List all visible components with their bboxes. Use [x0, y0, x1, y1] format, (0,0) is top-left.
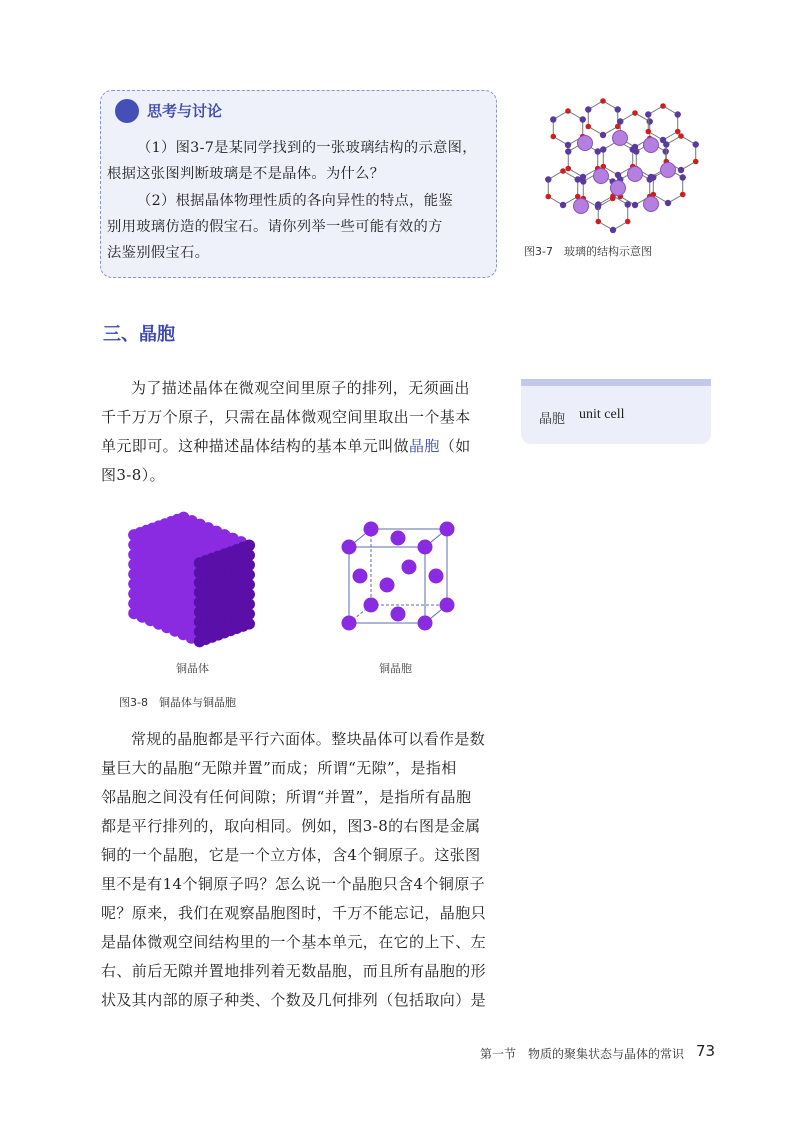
- silicon-atom: [595, 148, 601, 154]
- think-bullet-icon: [115, 99, 139, 123]
- copper-atom: [353, 569, 368, 584]
- silicon-atom: [663, 148, 669, 154]
- copper-unit-cell-drawing: [342, 522, 455, 631]
- section-title: 三、晶胞: [103, 324, 175, 345]
- oxygen-atom: [565, 108, 571, 114]
- copper-unit-cell-label: 铜晶胞: [379, 662, 412, 675]
- silicon-atom: [650, 174, 656, 180]
- silicon-atom: [575, 176, 581, 182]
- silicon-atom: [565, 148, 571, 154]
- silicon-atom: [580, 178, 586, 184]
- term-highlight: 晶胞: [409, 437, 440, 455]
- interstitial-ion: [594, 169, 609, 184]
- copper-atom: [391, 531, 406, 546]
- oxygen-atom: [675, 129, 681, 135]
- oxygen-atom: [632, 110, 638, 116]
- copper-crystal-figure: [112, 505, 287, 655]
- paragraph-unit-cell-detail: 常规的晶胞都是平行六面体。整块晶体可以看作是数 量巨大的晶胞“无隙并置”而成；所谓“无隙”，是指相 邻晶胞之间没有任何间隙；所谓“并置”，是指所有晶胞 都是平行排列的，取向相同。例如，图3-8的右图是金属 铜的一个晶胞，它是一个立方体，含4个铜原子。这张图 里不是有14个铜原子吗？怎么说一个晶胞只含4个铜原子 呢？原来，我们在观察晶胞图时，千万不能忘记，晶胞只 是晶体微观空间结构里的一个基本单元，在它的上下、左 右、前后无隙并置地排列着无数晶胞，而且所有晶胞的形 状及其内部的原子种类、个数及几何排列（包括取向）是: [101, 730, 487, 1009]
- silicon-atom: [560, 202, 566, 208]
- copper-atom: [418, 616, 433, 631]
- silicon-atom: [663, 141, 669, 147]
- term-chinese: 晶胞: [539, 412, 566, 427]
- copper-atom: [342, 540, 357, 555]
- silicon-atom: [617, 118, 623, 124]
- copper-atom: [364, 522, 379, 537]
- silicon-atom: [632, 202, 638, 208]
- silicon-atom: [600, 132, 606, 138]
- term-english: unit cell: [579, 407, 625, 422]
- interstitial-ion: [661, 163, 676, 178]
- paragraph-unit-cell-intro: 为了描述晶体在微观空间里原子的排列，无须画出 千千万万个原子，只需在晶体微观空间里取出一个基本 单元即可。这种描述晶体结构的基本单元叫做晶胞（如 图3-8）。: [101, 379, 471, 484]
- silicon-atom: [615, 106, 621, 112]
- glass-structure-drawing: [545, 98, 699, 233]
- silicon-atom: [595, 201, 601, 207]
- silicon-atom: [647, 118, 653, 124]
- chapter-footer: 第一节 物质的聚集状态与晶体的常识: [480, 1047, 685, 1061]
- silicon-atom: [600, 146, 606, 152]
- oxygen-atom: [678, 133, 684, 139]
- silicon-atom: [545, 176, 551, 182]
- think-discuss-box: [100, 90, 497, 278]
- think-question-2: （2）根据晶体物理性质的各向异性的特点，能鉴 别用玻璃仿造的假宝石。请你列举一些可能有效的方 法鉴别假宝石。: [107, 193, 453, 261]
- silicon-atom: [550, 116, 556, 122]
- copper-atom: [342, 616, 357, 631]
- copper-atom: [391, 607, 406, 622]
- silicon-atom: [693, 141, 699, 147]
- copper-atom: [429, 569, 444, 584]
- silicon-atom: [610, 227, 616, 233]
- copper-atom: [402, 560, 417, 575]
- glass-structure-figure: [523, 88, 713, 233]
- interstitial-ion: [611, 181, 626, 196]
- oxygen-atom: [660, 103, 666, 109]
- oxygen-atom: [550, 134, 556, 140]
- oxygen-atom: [600, 98, 606, 104]
- copper-crystal-label: 铜晶体: [176, 662, 209, 675]
- silicon-atom: [625, 201, 631, 207]
- copper-atom: [440, 522, 455, 537]
- oxygen-atom: [625, 219, 631, 225]
- silicon-atom: [645, 111, 651, 117]
- oxygen-atom: [545, 194, 551, 200]
- silicon-atom: [585, 106, 591, 112]
- page-number: 73: [696, 1042, 716, 1060]
- think-title: 思考与讨论: [147, 102, 223, 120]
- silicon-atom: [565, 142, 571, 148]
- silicon-atom: [633, 148, 639, 154]
- oxygen-atom: [680, 192, 686, 198]
- copper-crystal-drawing: [128, 512, 255, 648]
- term-sidebar: [521, 379, 711, 444]
- oxygen-atom: [645, 129, 651, 135]
- figure-3-8-caption: 图3-8 铜晶体与铜晶胞: [119, 696, 236, 709]
- copper-atom: [364, 598, 379, 613]
- interstitial-ion: [644, 197, 659, 212]
- interstitial-ion: [578, 136, 593, 151]
- oxygen-atom: [565, 166, 571, 172]
- copper-atom: [418, 540, 433, 555]
- copper-atom: [440, 598, 455, 613]
- interstitial-ion: [574, 199, 589, 214]
- silicon-atom: [580, 116, 586, 122]
- interstitial-ion: [613, 131, 628, 146]
- oxygen-atom: [693, 159, 699, 165]
- figure-3-7-caption: 图3-7 玻璃的结构示意图: [524, 245, 652, 258]
- silicon-atom: [678, 167, 684, 173]
- silicon-atom: [675, 111, 681, 117]
- oxygen-atom: [585, 124, 591, 130]
- interstitial-ion: [644, 138, 659, 153]
- interstitial-ion: [628, 167, 643, 182]
- silicon-atom: [665, 200, 671, 206]
- oxygen-atom: [595, 219, 601, 225]
- copper-unit-cell-figure: [335, 515, 465, 635]
- oxygen-atom: [560, 168, 566, 174]
- think-question-1: （1）图3-7是某同学找到的一张玻璃结构的示意图， 根据这张图判断玻璃是不是晶体。为什么？: [107, 140, 477, 182]
- silicon-atom: [680, 174, 686, 180]
- copper-atom: [243, 618, 255, 630]
- copper-atom: [380, 578, 395, 593]
